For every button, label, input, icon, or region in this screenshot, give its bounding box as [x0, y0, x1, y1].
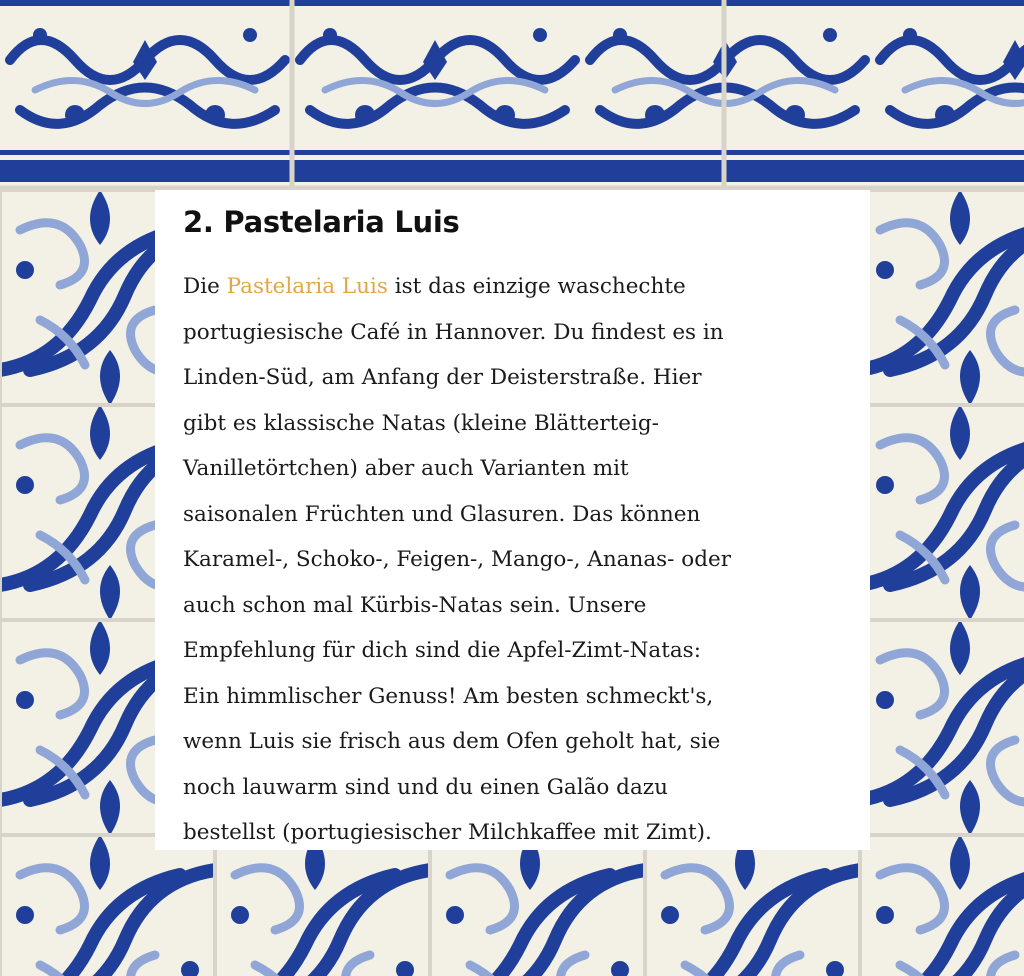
body-line: gibt es klassische Natas (kleine Blätterteig- — [183, 410, 659, 436]
body-line: Karamel-, Schoko-, Feigen-, Mango-, Ananas- oder — [183, 547, 731, 572]
body-line: bestellst (portugiesischer Milchkaffee mit Zimt). — [183, 820, 712, 845]
body-line: Vanilletörtchen) aber auch Varianten mit — [183, 456, 629, 481]
body-line: noch lauwarm sind und du einen Galão dazu — [183, 774, 668, 800]
article-body — [183, 264, 842, 856]
body-line: saisonalen Früchten und Glasuren. Das können — [183, 501, 701, 527]
body-line: auch schon mal Kürbis-Natas sein. Unsere — [183, 592, 647, 618]
section-heading: 2. Pastelaria Luis — [183, 205, 460, 239]
article-card — [155, 190, 870, 850]
body-line: portugiesische Café in Hannover. Du findest es in — [183, 319, 724, 345]
body-line: Empfehlung für dich sind die Apfel-Zimt-Natas: — [183, 638, 701, 663]
body-line-1: Die Pastelaria Luis ist das einzige waschechte — [183, 274, 686, 299]
body-line: wenn Luis sie frisch aus dem Ofen geholt hat, sie — [183, 729, 721, 754]
body-line: Ein himmlischer Genuss! Am besten schmeckt's, — [183, 683, 714, 709]
body-line: Linden-Süd, am Anfang der Deisterstraße. Hier — [183, 365, 702, 390]
pastelaria-luis-link[interactable]: Pastelaria Luis — [226, 274, 388, 299]
